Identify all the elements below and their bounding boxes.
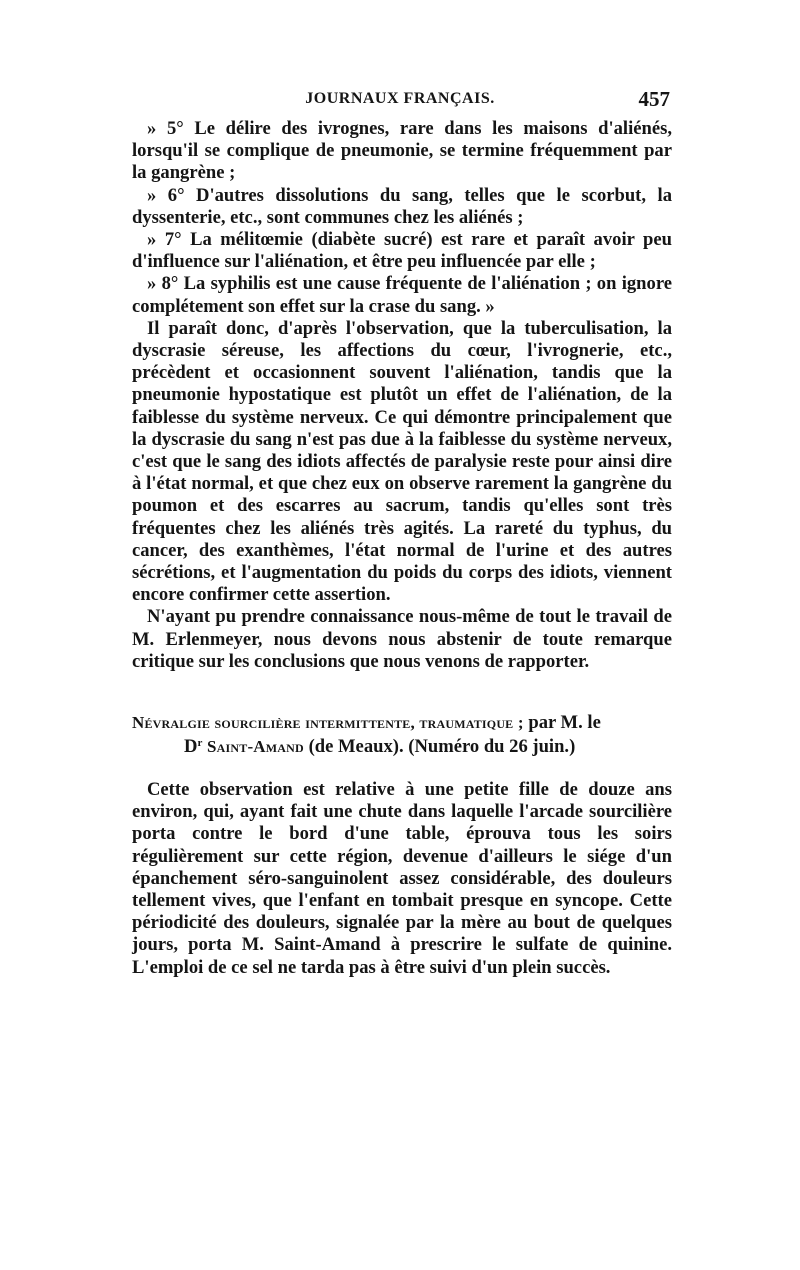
closing-paragraph: N'ayant pu prendre connaissance nous-même de tout le travail de M. Erlenmeyer, nous devons nous abstenir de toute remarque critique sur les conclusions que nous venons de rapporter. [132,606,672,672]
section-paragraph: Cette observation est relative à une petite fille de douze ans environ, qui, ayant fait une chute dans laquelle l'arcade sourcilière porta contre le bord d'une table, éprouva tous les soirs régulièrement sur cette région, devenue d'ailleurs le siége d'un épanchement séro-sanguinolent assez considérable, des douleurs tellement vives, que l'enfant en tombait presque en syncope. Cette périodicité des douleurs, signalée par la mère au bout de quelques jours, porta M. Saint-Amand à prescrire le sulfate de quinine. L'emploi de ce sel ne tarda pas à être suivi d'un plein succès. [132,779,672,978]
list-item-8: » 8° La syphilis est une cause fréquente de l'aliénation ; on ignore complétement son effet sur la crase du sang. » [132,273,672,317]
list-item-5: » 5° Le délire des ivrognes, rare dans les maisons d'aliénés, lorsqu'il se complique de pneumonie, se termine fréquemment par la gangrène ; [132,118,672,184]
section-location: (de Meaux). [308,736,404,757]
section-heading [132,711,672,759]
author-prefix-sup: r [197,737,203,749]
list-item-7: » 7° La mélitœmie (diabète sucré) est rare et paraît avoir peu d'influence sur l'aliénation, et être peu influencée par elle ; [132,229,672,273]
section-source: (Numéro du 26 juin.) [408,736,576,757]
section-author: Saint-Amand [206,737,304,756]
article-continuation [132,118,672,673]
section-body [132,779,672,979]
list-item-6: » 6° D'autres dissolutions du sang, telles que le scorbut, la dyssenterie, etc., sont communes chez les aliénés ; [132,184,672,228]
section-title: Névralgie sourcilière intermittente, traumatique ; [132,713,524,732]
author-prefix: D [184,736,198,757]
page-number: 457 [638,87,670,111]
running-head-title: JOURNAUX FRANÇAIS. [305,90,495,107]
running-head [130,87,670,114]
summary-paragraph: Il paraît donc, d'après l'observation, que la tuberculisation, la dyscrasie séreuse, les affections du cœur, l'ivrognerie, etc., précèdent et occasionnent souvent l'aliénation, tandis que la pneumonie hypostatique est plutôt un effet de l'aliénation, de la faiblesse du système nerveux. Ce qui démontre principalement que la dyscrasie du sang n'est pas due à la faiblesse du système nerveux, c'est que le sang des idiots affectés de paralysie reste pour ainsi dire à l'état normal, et que chez eux on observe rarement la gangrène du poumon et des escarres au sacrum, tandis qu'elles sont très fréquentes chez les aliénés très agités. La rareté du typhus, du cancer, des exanthèmes, l'état normal de l'urine et des autres sécrétions, et l'augmentation du poids du corps des idiots, viennent encore confirmer cette assertion. [132,317,672,606]
section-by: par M. le [528,712,601,733]
